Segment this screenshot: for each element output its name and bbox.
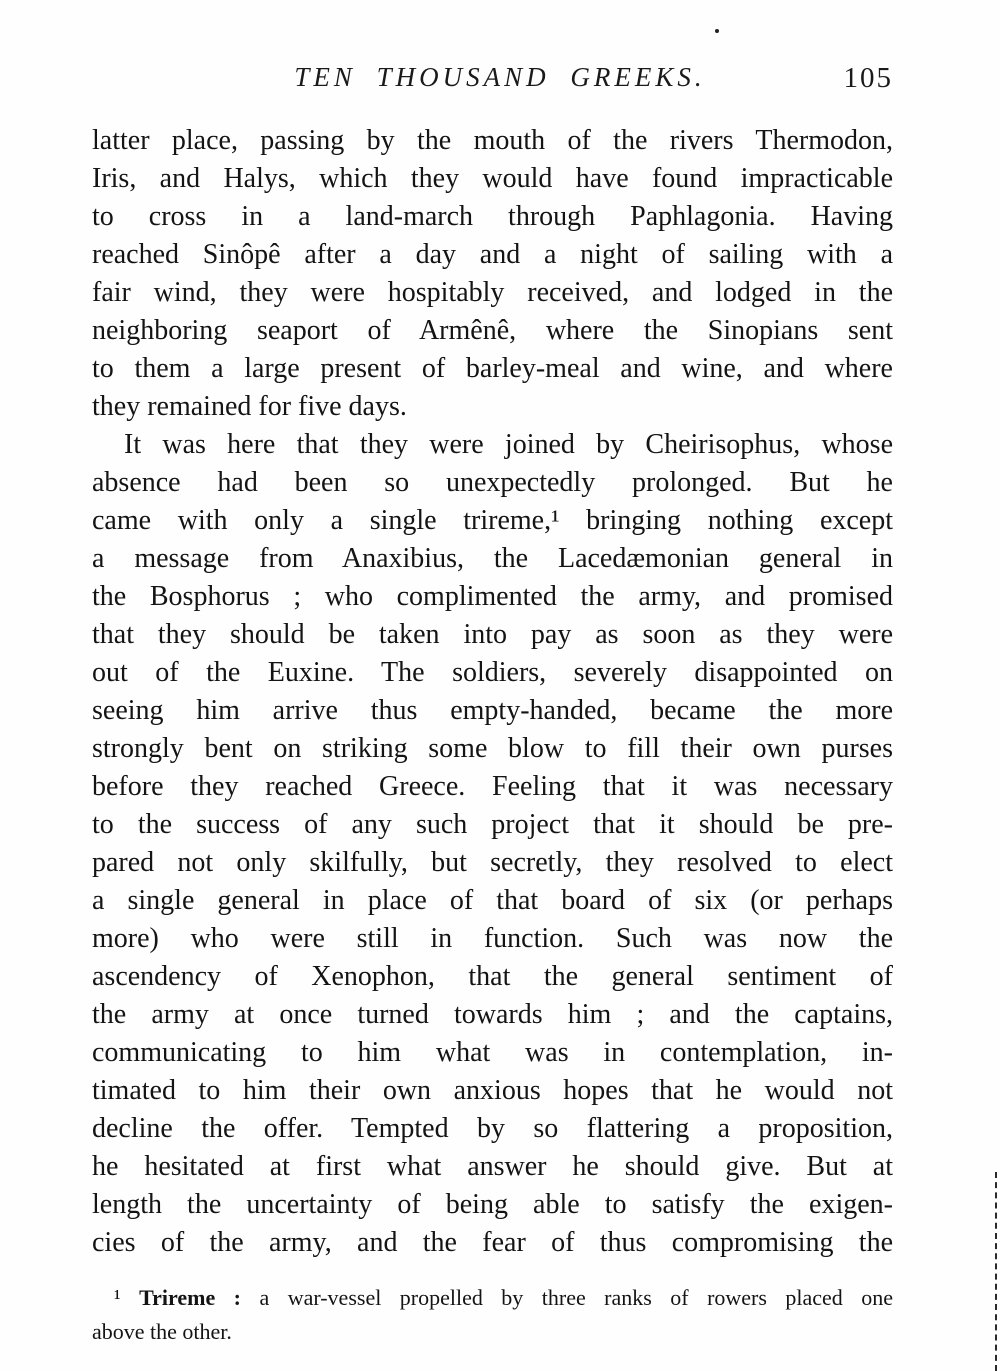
text-line: length the uncertainty of being able to satisfy the exigen- [92, 1189, 893, 1220]
text-line: absence had been so unexpectedly prolonged. But he [92, 467, 893, 498]
text-line: neighboring seaport of Armênê, where the Sinopians sent [92, 315, 893, 346]
footnote-marker: ¹ [114, 1285, 121, 1310]
text-line: Iris, and Halys, which they would have found impracticable [92, 163, 893, 194]
text-line: the Bosphorus ; who complimented the army, and promised [92, 581, 893, 612]
text-line: latter place, passing by the mouth of the rivers Thermodon, [92, 125, 893, 156]
footnote-term: Trireme : [139, 1285, 241, 1310]
footnote-line-1 [92, 1281, 893, 1315]
text-line: pared not only skilfully, but secretly, they resolved to elect [92, 847, 893, 878]
text-line: to them a large present of barley-meal and wine, and where [92, 353, 893, 384]
footnote-text: a war-vessel propelled by three ranks of rowers placed one [259, 1285, 893, 1310]
text-line: cies of the army, and the fear of thus compromising the [92, 1227, 893, 1258]
text-line: he hesitated at first what answer he should give. But at [92, 1151, 893, 1182]
text-line: timated to him their own anxious hopes that he would not [92, 1075, 893, 1106]
text-line: more) who were still in function. Such was now the [92, 923, 893, 954]
text-line: out of the Euxine. The soldiers, severely disappointed on [92, 657, 893, 688]
text-line: to the success of any such project that it should be pre- [92, 809, 893, 840]
text-line: before they reached Greece. Feeling that it was necessary [92, 771, 893, 802]
text-line: strongly bent on striking some blow to fill their own purses [92, 733, 893, 764]
footnote [92, 1281, 893, 1349]
footnote-line-2: above the other. [92, 1319, 232, 1344]
text-line: to cross in a land-march through Paphlagonia. Having [92, 201, 893, 232]
text-line: ascendency of Xenophon, that the general sentiment of [92, 961, 893, 992]
text-line: that they should be taken into pay as soon as they were [92, 619, 893, 650]
text-line: reached Sinôpê after a day and a night of sailing with a [92, 239, 893, 270]
text-line: came with only a single trireme,¹ bringing nothing except [92, 505, 893, 536]
body-text [92, 122, 893, 1262]
scan-speck [715, 29, 719, 33]
page-number: 105 [843, 62, 893, 94]
text-line: a single general in place of that board of six (or perhaps [92, 885, 893, 916]
running-title: TEN THOUSAND GREEKS. [294, 62, 706, 92]
text-line: the army at once turned towards him ; and the captains, [92, 999, 893, 1030]
page-header [0, 62, 1000, 98]
text-line: fair wind, they were hospitably received, and lodged in the [92, 277, 893, 308]
text-line: decline the offer. Tempted by so flattering a proposition, [92, 1113, 893, 1144]
text-line: seeing him arrive thus empty-handed, became the more [92, 695, 893, 726]
text-line: they remained for five days. [92, 391, 407, 422]
scan-edge-dotted-line [995, 1172, 997, 1371]
text-line: It was here that they were joined by Cheirisophus, whose [124, 429, 893, 460]
text-line: a message from Anaxibius, the Lacedæmonian general in [92, 543, 893, 574]
text-line: communicating to him what was in contemplation, in- [92, 1037, 893, 1068]
